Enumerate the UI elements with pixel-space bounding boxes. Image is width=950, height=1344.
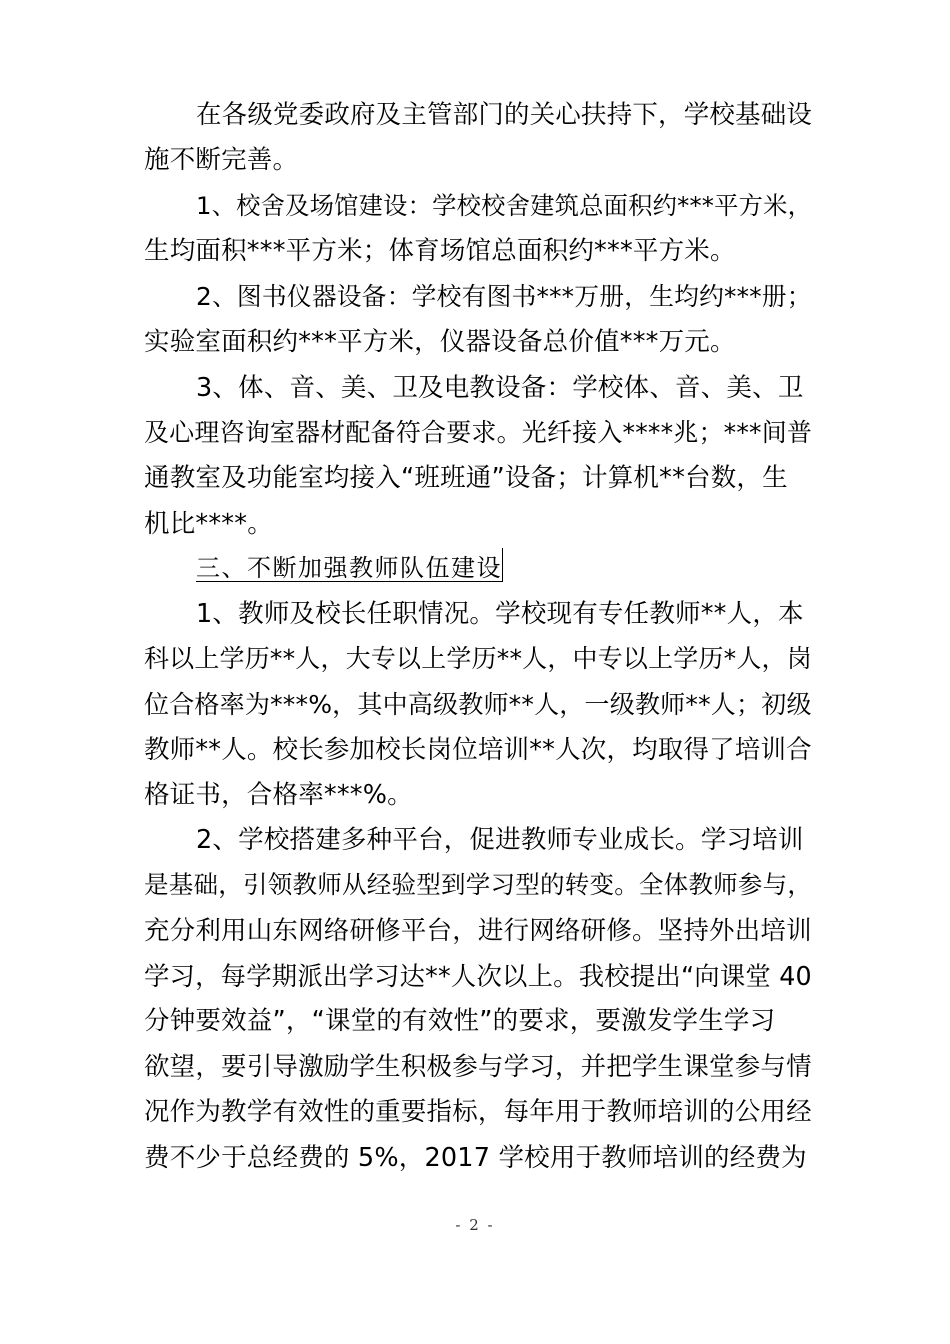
text-line: 分钟要效益”，“课堂的有效性”的要求，要激发学生学习 bbox=[144, 1006, 776, 1036]
text-line: 学习，每学期派出学习达**人次以上。我校提出“向课堂 40 bbox=[144, 961, 812, 991]
text-line: 施不断完善。 bbox=[144, 145, 299, 175]
text-line: 及心理咨询室器材配备符合要求。光纤接入****兆；***间普 bbox=[144, 418, 813, 447]
text-line: 格证书，合格率***%。 bbox=[144, 780, 413, 810]
text-line: 2、图书仪器设备：学校有图书***万册，生均约***册； bbox=[196, 282, 812, 311]
text-line: 费不少于总经费的 5%，2017 学校用于教师培训的经费为 bbox=[144, 1143, 807, 1173]
text-line: 实验室面积约***平方米，仪器设备总价值***万元。 bbox=[144, 327, 736, 357]
text-line: 位合格率为***%，其中高级教师**人，一级教师**人；初级 bbox=[144, 690, 812, 719]
text-line: 况作为教学有效性的重要指标，每年用于教师培训的公用经 bbox=[144, 1097, 812, 1127]
text-line: 是基础，引领教师从经验型到学习型的转变。全体教师参与， bbox=[144, 870, 813, 899]
text-line: 3、体、音、美、卫及电教设备：学校体、音、美、卫 bbox=[196, 373, 804, 403]
text-line: 通教室及功能室均接入“班班通”设备；计算机**台数，生 bbox=[144, 463, 788, 493]
text-line: 1、教师及校长任职情况。学校现有专任教师**人，本 bbox=[196, 599, 804, 629]
text-line: 教师**人。校长参加校长岗位培训**人次，均取得了培训合 bbox=[144, 735, 812, 765]
page-number: - 2 - bbox=[455, 1216, 495, 1234]
text-line: 科以上学历**人，大专以上学历**人，中专以上学历*人，岗 bbox=[144, 644, 812, 673]
text-line: 充分利用山东网络研修平台，进行网络研修。坚持外出培训 bbox=[144, 916, 812, 946]
text-line: 生均面积***平方米；体育场馆总面积约***平方米。 bbox=[144, 236, 736, 266]
text-line: 在各级党委政府及主管部门的关心扶持下，学校基础设 bbox=[196, 100, 813, 130]
section-heading: 三、不断加强教师队伍建设 bbox=[196, 554, 502, 582]
text-line: 欲望，要引导激励学生积极参与学习，并把学生课堂参与情 bbox=[144, 1052, 812, 1082]
text-line: 机比****。 bbox=[144, 509, 273, 539]
text-line: 1、校舍及场馆建设：学校校舍建筑总面积约***平方米， bbox=[196, 191, 813, 220]
text-line: 2、学校搭建多种平台，促进教师专业成长。学习培训 bbox=[196, 825, 804, 855]
